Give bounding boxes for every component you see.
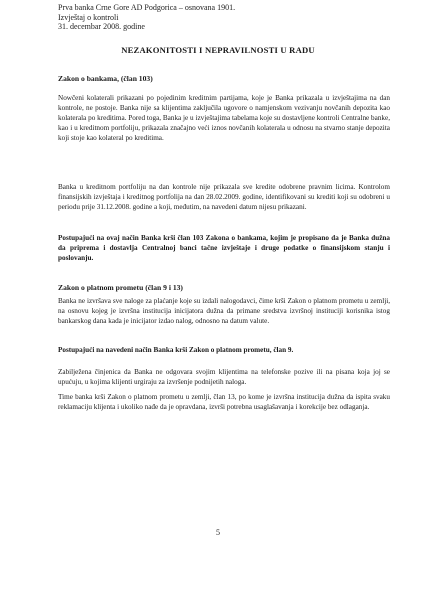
section-heading-banking-law: Zakon o bankama, (član 103) — [58, 74, 153, 83]
header-bank-name: Prva banka Crne Gore AD Podgorica – osnovana 1901. — [58, 3, 236, 12]
page-title: NEZAKONITOSTI I NEPRAVILNOSTI U RADU — [121, 45, 315, 55]
paragraph-client-complaints: Zabilježena činjenica da Banka ne odgovara svojim klijentima na telefonske pozive ili na pisana koja joj se upućuju, u kojima klijenti urgiraju za izvršenje podnijetih naloga. — [58, 368, 390, 386]
paragraph-payment-orders: Banka ne izvršava sve naloge za plaćanje koje su izdali nalogodavci, čime krši Zakon o platnom prometu u zemlji, na osnovu kojeg je izvršna institucija inicijatora dužna da primane sredstva izvršnoj instituciji korisnika istog bankarskog dana kada je inicijator izdao nalog, odnosno na datum valute. — [58, 297, 390, 325]
header-date: 31. decembar 2008. godine — [58, 22, 145, 32]
page-number: 5 — [216, 528, 220, 537]
paragraph-credit-portfolio: Banka u kreditnom portfoliju na dan kontrole nije prikazala sve kredite odobrene pravnim licima. Kontrolom finansijskih izvještaja i kreditnog portfolija na dan 28.02.2009. godine, identifikovani su krediti koji su odobreni u periodu prije 31.12.2008. godine a koji, međutim, na navedeni datum nijesu prikazani. — [58, 183, 390, 211]
document-header — [58, 3, 235, 32]
paragraph-violation-payment-article13: Time banka krši Zakon o platnom prometu u zemlji, član 13, po kome je izvršna institucija dužna da ispita svaku reklamaciju klijenta i ukoliko nađe da je opravdana, izvrši potrebna usaglašavanja i korekcije bez odlaganja. — [58, 393, 390, 411]
paragraph-violation-banking-law: Postupajući na ovaj način Banka krši član 103 Zakona o bankama, kojim je propisano da je Banka dužna da priprema i dostavlja Centralnoj banci tačne izvještaje i druge podatke o finansijskom stanju i poslovanju. — [58, 234, 390, 262]
header-report-name: Izvještaj o kontroli — [58, 12, 119, 22]
paragraph-collateral: Nowčeni kolaterali prikazani po pojedinim kreditnim partijama, koje je Banka prikazala u izvještajima na dan kontrole, ne postoje. Banka nije sa klijentima zaključila ugovore o namjenskom vezivanju novčanih depozita kao kolaterala po kreditima. Pored toga, Banka je u izvještajima tabelama koje su dostavljene kontroli Centralne banke, kao i u kreditnom portfoliju, prikazala značajno veći iznos novčanih kolaterala u odnosu na stvarno stanje depozita koji stoje kao kolateral po kreditima. — [58, 94, 390, 142]
paragraph-violation-payment-article9: Postupajući na navedeni način Banka krši Zakon o platnom prometu, član 9. — [58, 346, 294, 354]
section-heading-payment-law: Zakon o platnom prometu (član 9 i 13) — [58, 283, 183, 292]
